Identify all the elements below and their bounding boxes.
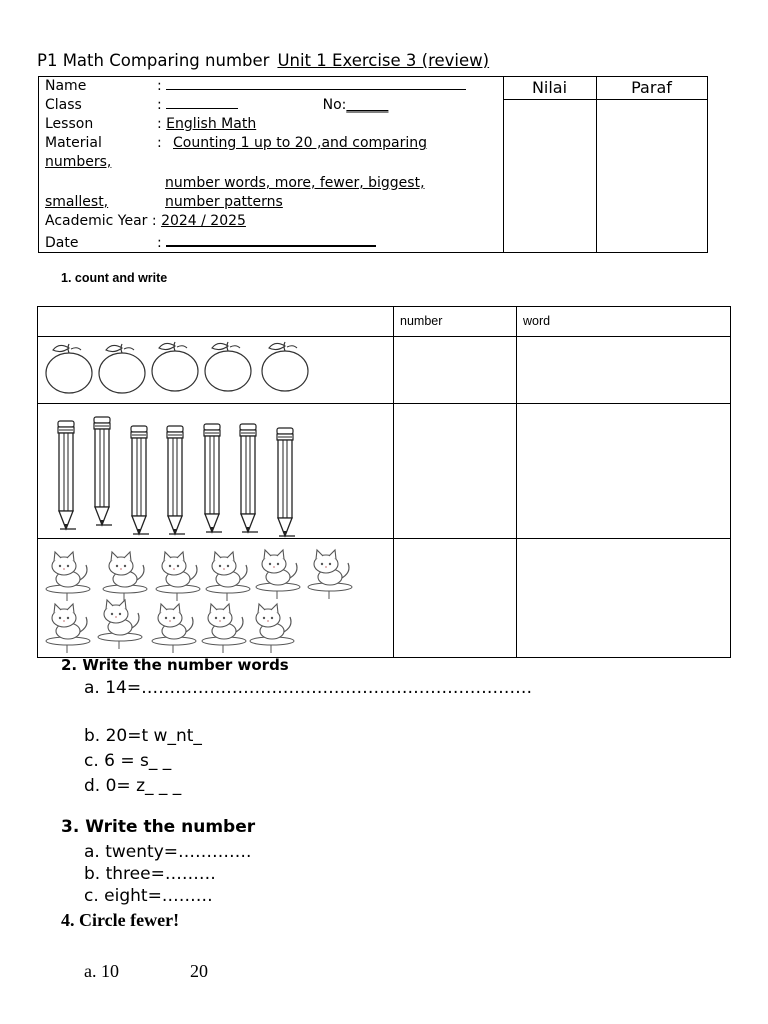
student-info-box xyxy=(38,76,708,253)
nilai-label: Nilai xyxy=(531,78,568,97)
section4-item-a[interactable]: a. 10 xyxy=(84,961,119,981)
oranges-picture xyxy=(38,337,393,403)
lesson-row: Lesson : English Math xyxy=(45,116,257,132)
cat-word-cell[interactable] xyxy=(517,539,730,657)
section2-item-a: a. 14=…………………………………………………………… xyxy=(84,678,533,698)
section3-item-a: a. twenty=…………. xyxy=(84,842,252,862)
pencil-icon xyxy=(167,426,185,534)
orange-icon xyxy=(205,342,251,391)
name-label: Name xyxy=(45,78,87,94)
material-label: Material xyxy=(45,135,102,151)
orange-number-cell[interactable] xyxy=(394,337,516,403)
cat-icon xyxy=(308,550,352,599)
pencil-icon xyxy=(58,421,76,529)
section2-heading: 2. Write the number words xyxy=(61,656,289,674)
section2-item-d: d. 0= z_ _ _ xyxy=(84,776,182,796)
pencil-icon xyxy=(277,428,295,536)
orange-icon xyxy=(262,342,308,391)
year-value: 2024 / 2025 xyxy=(161,213,246,229)
section4-heading: 4. Circle fewer! xyxy=(61,910,180,930)
pencil-icon xyxy=(94,417,112,525)
cat-icon xyxy=(202,604,246,653)
cat-icon xyxy=(46,604,90,653)
cat-icon xyxy=(156,552,200,601)
date-label: Date xyxy=(45,235,79,251)
title-unit: Unit 1 Exercise 3 (review) xyxy=(277,51,490,70)
section3-heading: 3. Write the number xyxy=(61,817,256,837)
material-line1: Counting 1 up to 20 ,and comparing xyxy=(173,135,428,151)
cat-icon xyxy=(98,600,142,649)
lesson-value: English Math xyxy=(166,116,257,132)
section1-heading: 1. count and write xyxy=(61,271,168,285)
name-blank[interactable] xyxy=(166,77,466,90)
class-label: Class xyxy=(45,97,82,113)
cat-icon xyxy=(103,552,147,601)
orange-icon xyxy=(46,344,92,393)
date-row: Date : xyxy=(45,233,376,251)
pencil-icon xyxy=(131,426,149,534)
col-number-header: number xyxy=(400,314,443,328)
title-prefix: P1 Math Comparing number xyxy=(37,51,270,70)
orange-icon xyxy=(152,342,198,391)
cat-icon xyxy=(152,604,196,653)
section3-item-b: b. three=……… xyxy=(84,864,216,884)
year-label: Academic Year xyxy=(45,213,148,229)
pencil-number-cell[interactable] xyxy=(394,404,516,538)
paraf-label: Paraf xyxy=(631,78,672,97)
pencil-icon xyxy=(204,424,222,532)
cat-icon xyxy=(46,552,90,601)
cat-icon xyxy=(250,604,294,653)
col-word-header: word xyxy=(523,314,551,328)
material-line2: numbers, xyxy=(45,154,112,170)
section2-item-b: b. 20=t w_nt_ xyxy=(84,726,202,746)
orange-word-cell[interactable] xyxy=(517,337,730,403)
cats-picture xyxy=(38,539,393,657)
no-blank[interactable]: ______ xyxy=(346,97,389,113)
cat-icon xyxy=(206,552,250,601)
no-label: No: xyxy=(322,97,347,113)
orange-icon xyxy=(99,344,145,393)
section3-item-c: c. eight=……… xyxy=(84,886,213,906)
date-blank[interactable] xyxy=(166,233,376,247)
cat-number-cell[interactable] xyxy=(394,539,516,657)
lesson-label: Lesson xyxy=(45,116,94,132)
pencil-word-cell[interactable] xyxy=(517,404,730,538)
section4-item-b[interactable]: 20 xyxy=(190,961,208,981)
class-row: Class : No:______ xyxy=(45,97,389,113)
pencils-picture xyxy=(38,404,393,538)
count-table xyxy=(37,306,731,658)
class-blank[interactable] xyxy=(166,96,238,109)
worksheet-title xyxy=(37,51,489,70)
material-line4-right: number patterns xyxy=(165,194,283,210)
section2-item-c: c. 6 = s_ _ xyxy=(84,751,172,771)
material-line4-left: smallest, xyxy=(45,194,109,210)
material-line3: number words, more, fewer, biggest, xyxy=(165,175,425,191)
cat-icon xyxy=(256,550,300,599)
material-row: Material : xyxy=(45,135,162,151)
pencil-icon xyxy=(240,424,258,532)
name-row: Name : xyxy=(45,77,466,94)
year-row: Academic Year : 2024 / 2025 xyxy=(45,213,246,229)
